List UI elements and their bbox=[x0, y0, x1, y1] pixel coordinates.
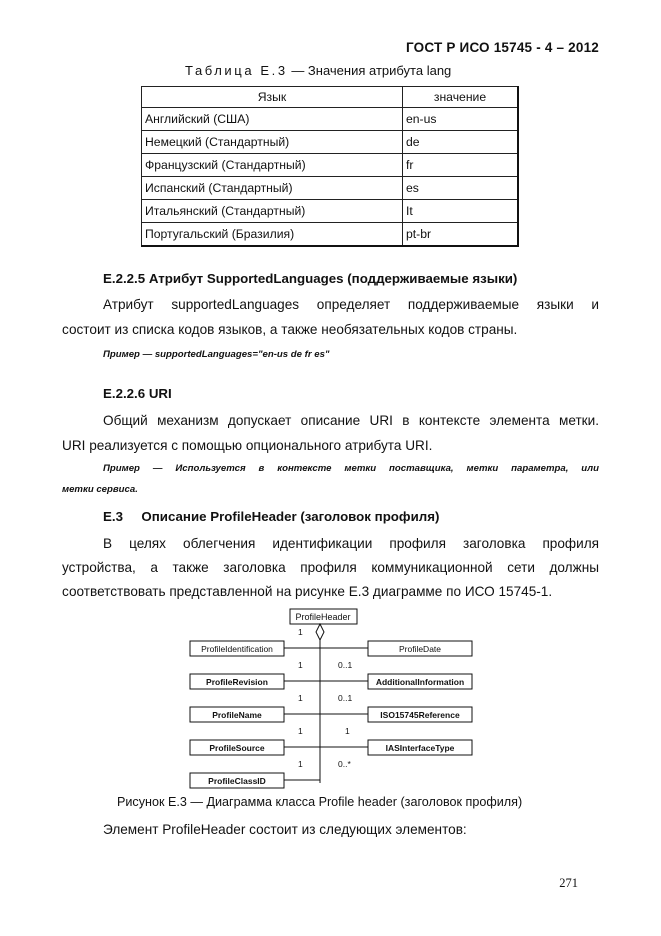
right-box-label: ProfileDate bbox=[398, 644, 442, 654]
example-e226-line2: метки сервиса. bbox=[62, 484, 138, 495]
example-e226-line1: Пример — Используется в контексте метки поставщика, метки параметра, или bbox=[103, 463, 599, 474]
root-box-label: ProfileHeader bbox=[295, 612, 351, 622]
right-multiplicity: 0..1 bbox=[338, 660, 353, 670]
column-header-value: значение bbox=[403, 87, 519, 108]
left-box-label: ProfileSource bbox=[209, 743, 265, 753]
heading-e226: E.2.2.6 URI bbox=[103, 386, 172, 401]
cell-lang: Итальянский (Стандартный) bbox=[142, 200, 403, 223]
para-e3-line3: соответствовать представленной на рисунке Е.3 диаграмме по ИСО 15745-1. bbox=[62, 584, 553, 599]
right-multiplicity: 0..1 bbox=[338, 693, 353, 703]
left-multiplicity: 1 bbox=[298, 726, 303, 736]
right-box-label: ISO15745Reference bbox=[380, 710, 460, 720]
aggregation-diamond bbox=[316, 624, 324, 640]
right-box-label: IASInterfaceType bbox=[385, 743, 455, 753]
table-caption-label: Таблица Е.3 bbox=[185, 63, 288, 78]
figure-caption: Рисунок Е.3 — Диаграмма класса Profile header (заголовок профиля) bbox=[117, 795, 523, 809]
left-box-label: ProfileIdentification bbox=[201, 644, 273, 654]
left-box-label: ProfileName bbox=[212, 710, 262, 720]
cell-lang: Французский (Стандартный) bbox=[142, 154, 403, 177]
column-header-lang: Язык bbox=[142, 87, 403, 108]
page-number: 271 bbox=[559, 876, 578, 890]
para-e225-line2: состоит из списка кодов языков, а также необязательных кодов страны. bbox=[62, 322, 518, 337]
right-multiplicity: 0..* bbox=[338, 759, 351, 769]
root-multiplicity: 1 bbox=[298, 627, 303, 637]
para-e225-line1-text: Атрибут supportedLanguages определяет поддерживаемые языки и bbox=[103, 297, 599, 312]
table-caption-title: — Значения атрибута lang bbox=[287, 63, 452, 78]
example-e225: Пример — supportedLanguages="en-us de fr es" bbox=[103, 349, 330, 360]
cell-lang: Немецкий (Стандартный) bbox=[142, 131, 403, 154]
cell-lang: Португальский (Бразилия) bbox=[142, 223, 403, 247]
cell-value: It bbox=[403, 200, 519, 223]
closing-paragraph: Элемент ProfileHeader состоит из следующих элементов: bbox=[103, 822, 467, 837]
left-multiplicity: 1 bbox=[298, 759, 303, 769]
right-box-label: AdditionalInformation bbox=[375, 677, 465, 687]
right-multiplicity: 1 bbox=[345, 726, 350, 736]
cell-lang: Английский (США) bbox=[142, 108, 403, 131]
cell-lang: Испанский (Стандартный) bbox=[142, 177, 403, 200]
left-box-label: ProfileRevision bbox=[206, 677, 268, 687]
heading-e225: E.2.2.5 Атрибут SupportedLanguages (поддерживаемые языки) bbox=[103, 271, 518, 286]
cell-value: fr bbox=[403, 154, 519, 177]
heading-e3: E.3 Описание ProfileHeader (заголовок профиля) bbox=[103, 509, 440, 524]
cell-value: pt-br bbox=[403, 223, 519, 247]
para-e226-line2: URI реализуется с помощью опционального атрибута URI. bbox=[62, 438, 433, 453]
cell-value: en-us bbox=[403, 108, 519, 131]
para-e3-line1-text: В целях облегчения идентификации профиля заголовка профиля bbox=[103, 536, 599, 551]
para-e226-line1-text: Общий механизм допускает описание URI в контексте элемента метки. bbox=[103, 413, 599, 428]
para-e3-line2: устройства, а также заголовка профиля коммуникационной сети должны bbox=[62, 560, 599, 575]
left-multiplicity: 1 bbox=[298, 660, 303, 670]
cell-value: es bbox=[403, 177, 519, 200]
left-multiplicity: 1 bbox=[298, 693, 303, 703]
cell-value: de bbox=[403, 131, 519, 154]
left-box-label: ProfileClassID bbox=[208, 776, 266, 786]
document-header: ГОСТ Р ИСО 15745 - 4 – 2012 bbox=[406, 40, 599, 55]
